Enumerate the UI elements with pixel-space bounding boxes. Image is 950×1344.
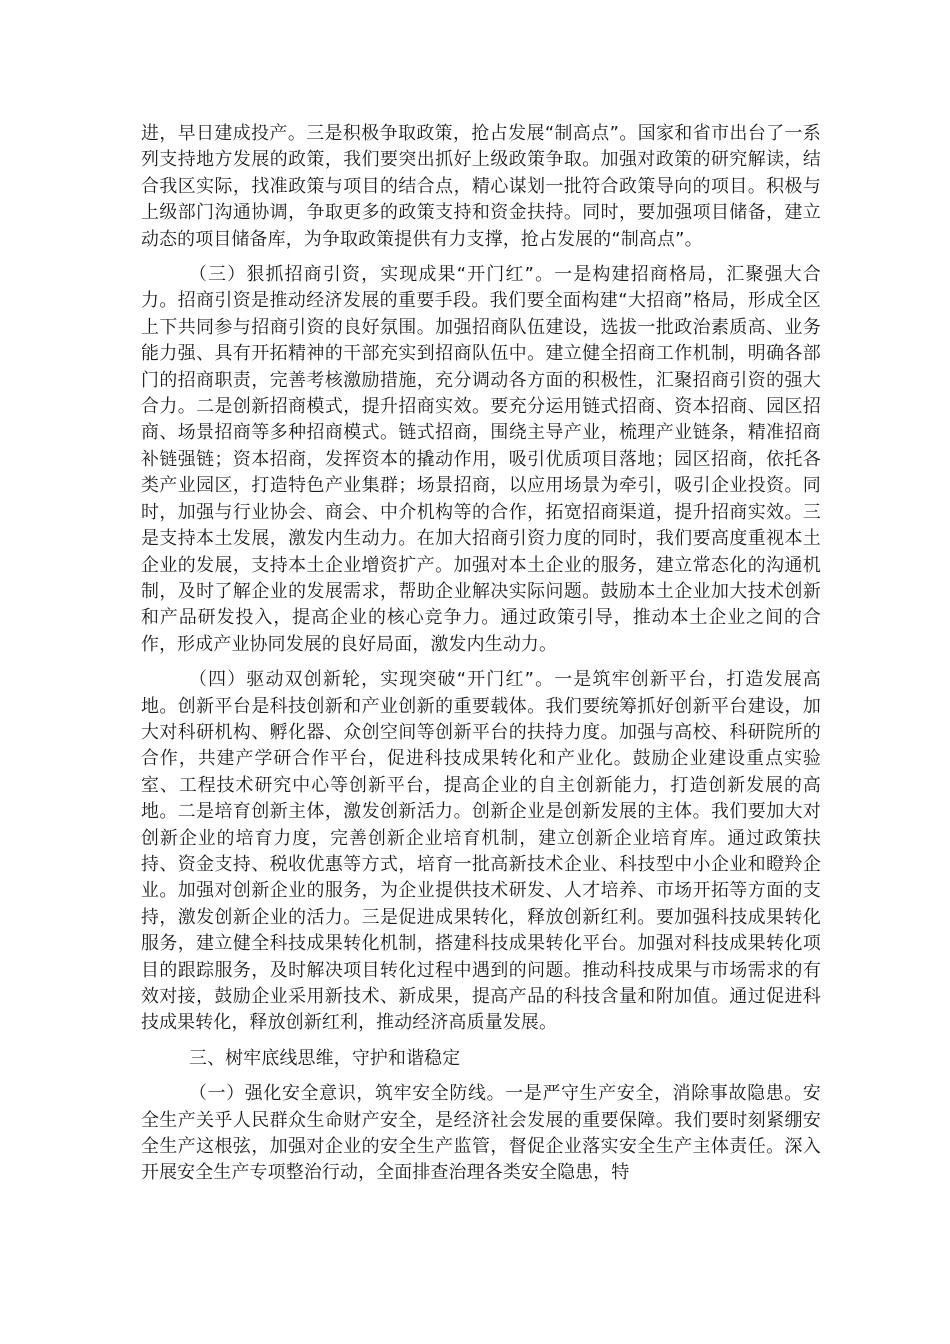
paragraph-investment-attraction: （三）狠抓招商引资，实现成果“开门红”。一是构建招商格局，汇聚强大合力。招商引资是推动经济发展的重要手段。我们要全面构建“大招商”格局，形成全区上下共同参与招商引资的良好氛围。加强招商队伍建设，选拔一批政治素质高、业务能力强、具有开拓精神的干部充实到招商队伍中。建立健全招商工作机制，明确各部门的招商职责，完善考核激励措施，充分调动各方面的积极性，汇聚招商引资的强大合力。二是创新招商模式，提升招商实效。要充分运用链式招商、资本招商、园区招商、场景招商等多种招商模式。链式招商，围绕主导产业，梳理产业链条，精准招商补链强链；资本招商，发挥资本的撬动作用，吸引优质项目落地；园区招商，依托各类产业园区，打造特色产业集群；场景招商，以应用场景为牵引，吸引企业投资。同时，加强与行业协会、商会、中介机构等的合作，拓宽招商渠道，提升招商实效。三是支持本土发展，激发内生动力。在加大招商引资力度的同时，我们要高度重视本土企业的发展，支持本土企业增资扩产。加强对本土企业的服务，建立常态化的沟通机制，及时了解企业的发展需求，帮助企业解决实际问题。鼓励本土企业加大技术创新和产品研发投入，提高企业的核心竞争力。通过政策引导，推动本土企业之间的合作，形成产业协同发展的良好局面，激发内生动力。 [141,264,821,655]
paragraph-safety: （一）强化安全意识，筑牢安全防线。一是严守生产安全，消除事故隐患。安全生产关乎人民群众生命财产安全，是经济社会发展的重要保障。我们要时刻紧绷安全生产这根弦，加强对企业的安全生产监管，督促企业落实安全生产主体责任。深入开展安全生产专项整治行动，全面排查治理各类安全隐患，特 [141,1083,821,1184]
section-heading-bottom-line: 三、树牢底线思维，守护和谐稳定 [189,1047,461,1069]
paragraph-innovation: （四）驱动双创新轮，实现突破“开门红”。一是筑牢创新平台，打造发展高地。创新平台是科技创新和产业创新的重要载体。我们要统筹抓好创新平台建设，加大对科研机构、孵化器、众创空间等创新平台的扶持力度。加强与高校、科研院所的合作，共建产学研合作平台，促进科技成果转化和产业化。鼓励企业建设重点实验室、工程技术研究中心等创新平台，提高企业的自主创新能力，打造创新发展的高地。二是培育创新主体，激发创新活力。创新企业是创新发展的主体。我们要加大对创新企业的培育力度，完善创新企业培育机制，建立创新企业培育库。通过政策扶持、资金支持、税收优惠等方式，培育一批高新技术企业、科技型中小企业和瞪羚企业。加强对创新企业的服务，为企业提供技术研发、人才培养、市场开拓等方面的支持，激发创新企业的活力。三是促进成果转化，释放创新红利。要加强科技成果转化服务，建立健全科技成果转化机制，搭建科技成果转化平台。加强对科技成果转化项目的跟踪服务，及时解决项目转化过程中遇到的问题。推动科技成果与市场需求的有效对接，鼓励企业采用新技术、新成果，提高产品的科技含量和附加值。通过促进科技成果转化，释放创新红利，推动经济高质量发展。 [141,669,821,1034]
paragraph-policy-continuation: 进，早日建成投产。三是积极争取政策，抢占发展“制高点”。国家和省市出台了一系列支持地方发展的政策，我们要突出抓好上级政策争取。加强对政策的研究解读，结合我区实际，找准政策与项目的结合点，精心谋划一批符合政策导向的项目。积极与上级部门沟通协调，争取更多的政策支持和资金扶持。同时，要加强项目储备，建立动态的项目储备库，为争取政策提供有力支撑，抢占发展的“制高点”。 [141,123,821,250]
document-page [141,121,821,1196]
